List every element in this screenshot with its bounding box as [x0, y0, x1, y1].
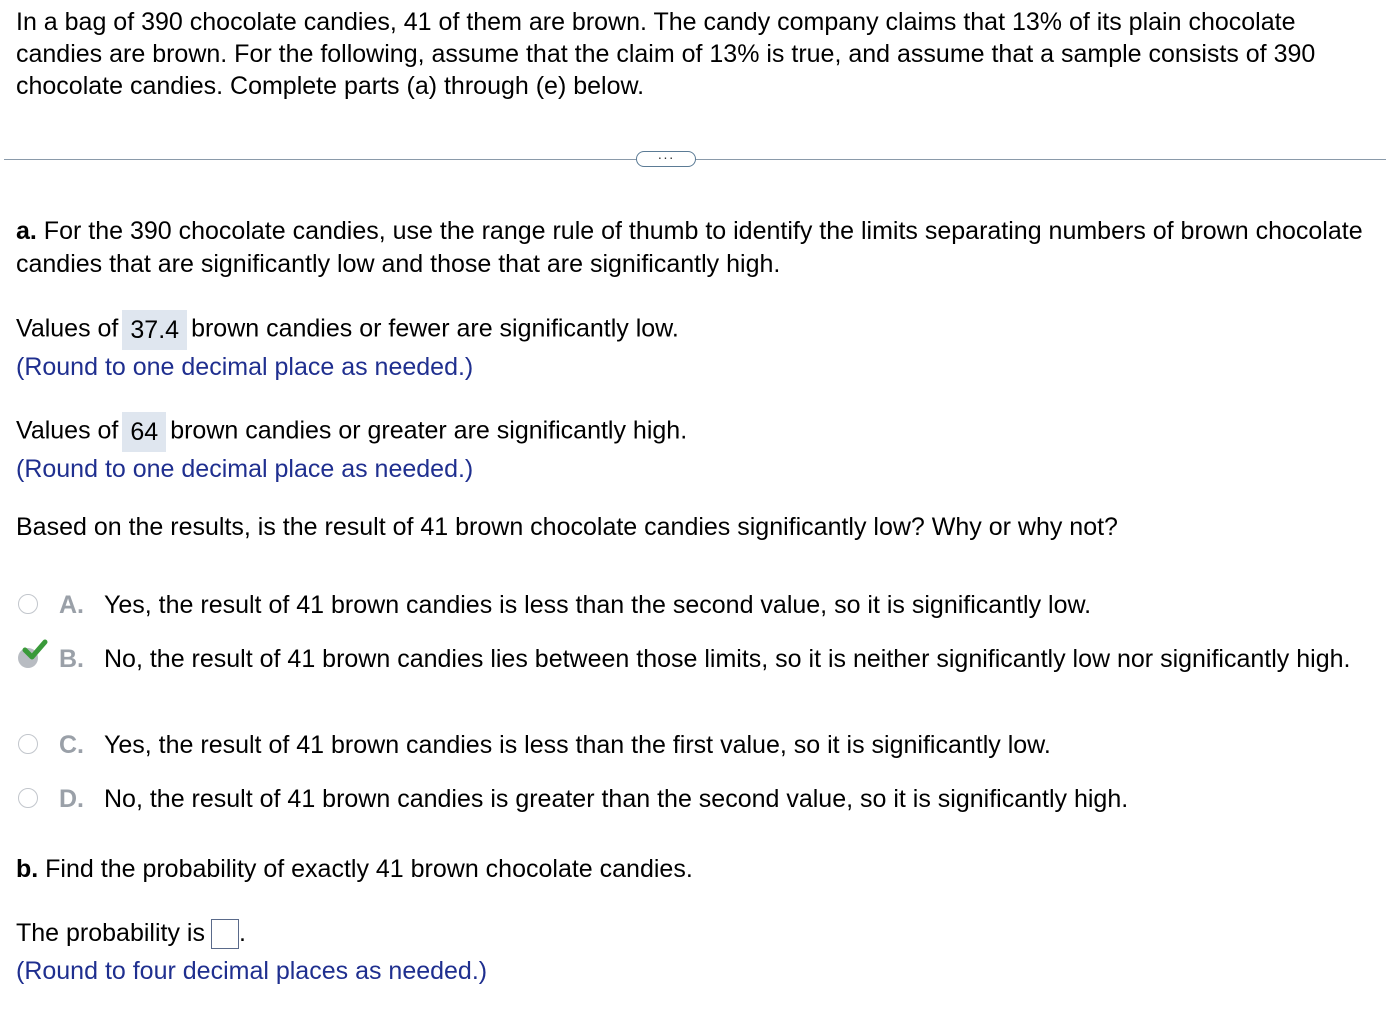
high-limit-line: Values of 64 brown candies or greater are significantly high. — [16, 412, 687, 452]
part-a-text: For the 390 chocolate candies, use the range rule of thumb to identify the limits separating numbers of brown chocolate candies that are significantly low and those that are significantly high. — [16, 217, 1363, 278]
probability-hint: (Round to four decimal places as needed.) — [16, 957, 488, 985]
part-a-question — [16, 215, 1376, 281]
probability-line: The probability is . — [16, 916, 246, 950]
high-limit-answer[interactable]: 64 — [122, 412, 166, 452]
radio-c[interactable] — [18, 734, 38, 754]
radio-a[interactable] — [18, 594, 38, 614]
mc-question: Based on the results, is the result of 41 brown chocolate candies significantly low? Why or why not? — [16, 513, 1118, 541]
probability-input[interactable] — [211, 919, 239, 949]
part-b-question: b. Find the probability of exactly 41 brown chocolate candies. — [16, 855, 693, 883]
check-icon — [22, 638, 48, 662]
low-limit-line: Values of 37.4 brown candies or fewer are significantly low. — [16, 310, 679, 350]
part-a-label: a. — [16, 217, 37, 245]
radio-d[interactable] — [18, 788, 38, 808]
problem-intro: In a bag of 390 chocolate candies, 41 of them are brown. The candy company claims that 13% of its plain chocolate candies are brown. For the following, assume that the claim of 13% is true, and assume that a sample consists of 390 chocolate candies. Complete parts (a) through (e) below. — [16, 8, 1316, 100]
high-limit-hint: (Round to one decimal place as needed.) — [16, 455, 474, 483]
show-more-button[interactable]: ··· — [636, 151, 696, 167]
part-b-label: b. — [16, 855, 39, 883]
low-limit-answer[interactable]: 37.4 — [122, 310, 187, 350]
low-limit-hint: (Round to one decimal place as needed.) — [16, 353, 474, 381]
